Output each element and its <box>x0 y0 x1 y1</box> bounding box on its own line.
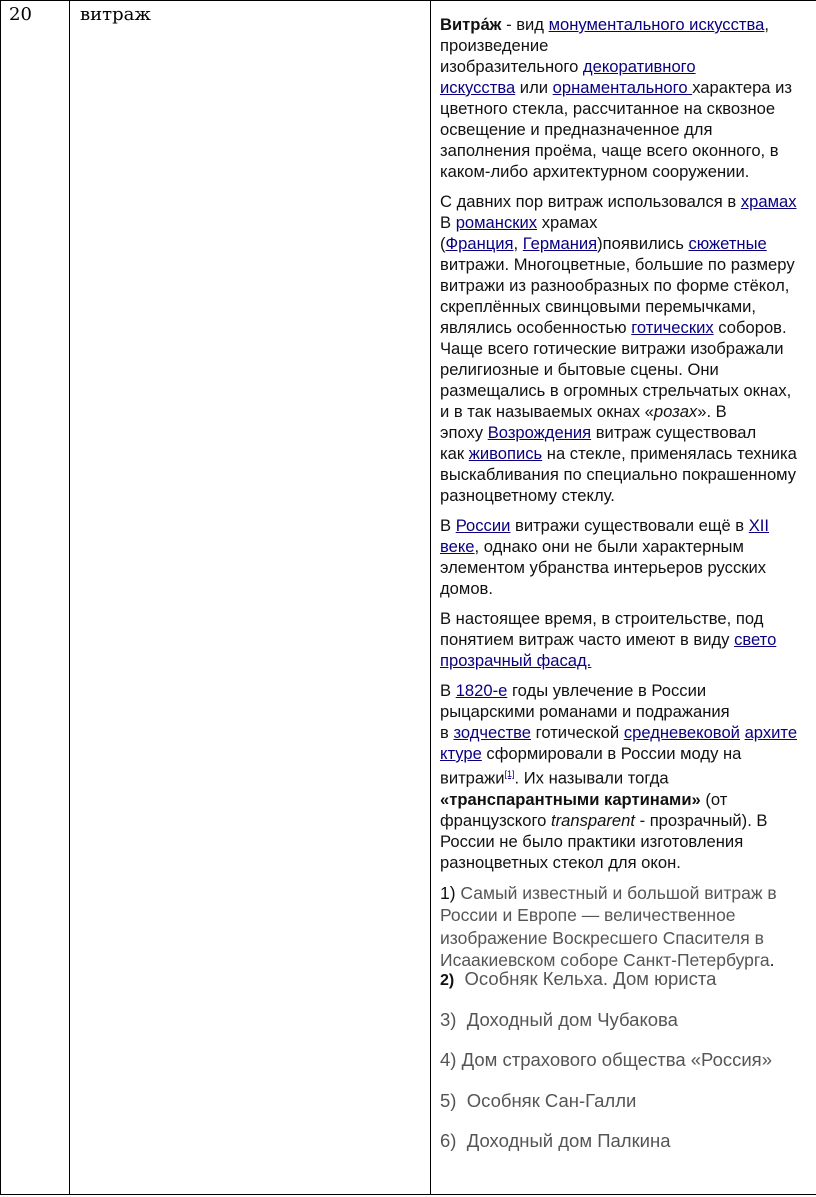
paragraph-isaac: 1) Самый известный и большой витраж в России и Европе — величественное изображение Воскресшего Спасителя в Исаакиевском соборе Санкт-Петербурга. <box>440 882 777 971</box>
row-term: витраж <box>80 4 151 25</box>
link-architecture[interactable]: архите <box>744 723 798 742</box>
list-item: 6) Доходный дом Палкина <box>440 1130 671 1151</box>
list-item: 3) Доходный дом Чубакова <box>440 1009 678 1030</box>
link-architecture-cont[interactable]: ктуре <box>440 744 482 763</box>
link-translucent[interactable]: свето <box>734 630 777 649</box>
row-number: 20 <box>9 4 32 25</box>
link-decorative[interactable]: декоративного <box>582 57 696 76</box>
table-bottom-border <box>0 1194 816 1195</box>
column-divider-2 <box>430 0 431 1195</box>
link-art[interactable]: искусства <box>440 78 516 97</box>
link-germany[interactable]: Германия <box>522 234 598 253</box>
link-medieval[interactable]: средневековой <box>623 723 740 742</box>
paragraph-russia: В России витражи существовали ещё в XII веке, однако они не были характерным элементом убранства интерьеров русских домов. <box>440 516 770 598</box>
link-architecture-craft[interactable]: зодчестве <box>453 723 532 742</box>
table-left-border <box>0 0 1 1195</box>
link-gothic[interactable]: готических <box>631 318 714 337</box>
link-ornamental[interactable]: орнаментального <box>552 78 693 97</box>
link-romanesque[interactable]: романских <box>455 213 538 232</box>
link-facade[interactable]: прозрачный фасад. <box>440 651 592 670</box>
link-renaissance[interactable]: Возрождения <box>487 423 592 442</box>
paragraph-1820s: В 1820-е годы увлечение в России рыцарскими романами и подражания в зодчестве готической средневековой архите ктуре сформировали в России моду на витражи[1]. Их называли тогда «транспарантными картинами» (от французского transparent - прозрачный). В России не было практики изготовления разноцветных стекол для окон. <box>440 681 798 872</box>
paragraph-definition: Витра́ж - вид монументального искусства, произведение изобразительного декоративного искусства или орнаментального характера из цветного стекла, рассчитанное на сквозное освещение и предназначенное для заполнения проёма, чаще всего оконного, в каком-либо архитектурном сооружении. <box>440 15 793 181</box>
list-item: 2) Особняк Кельха. Дом юриста <box>440 968 717 989</box>
table-top-border <box>0 0 816 1</box>
link-1820s[interactable]: 1820-е <box>455 681 508 700</box>
list-item: 5) Особняк Сан-Галли <box>440 1090 637 1111</box>
link-monumental-art[interactable]: монументального искусства <box>548 15 765 34</box>
link-painting[interactable]: живопись <box>468 444 543 463</box>
link-xii[interactable]: XII <box>748 516 770 535</box>
paragraph-history: С давних пор витраж использовался в храмах В романских храмах (Франция, Германия)появились сюжетные витражи. Многоцветные, большие по размеру витражи из разнообразных по форме стёкол, скреплённых свинцовыми перемычками, являлись особенностью готических соборов. Чаще всего готические витражи изображали религиозные и бытовые сцены. Они размещались в огромных стрельчатых окнах, и в так называемых окнах «розах». В эпоху Возрождения витраж существовал как живопись на стекле, применялась техника выскабливания по специально покрашенному разноцветному стеклу. <box>440 192 797 505</box>
column-divider-1 <box>69 0 70 1195</box>
link-temples[interactable]: храмах <box>740 192 797 211</box>
link-france[interactable]: Франция <box>445 234 514 253</box>
footnote-link[interactable]: [1] <box>504 769 515 779</box>
link-narrative[interactable]: сюжетные <box>688 234 767 253</box>
paragraph-modern: В настоящее время, в строительстве, под понятием витраж часто имеют в виду свето прозрачный фасад. <box>440 609 777 670</box>
link-century[interactable]: веке <box>440 537 475 556</box>
term-title: Витра́ж <box>440 15 502 34</box>
list-item: 4) Дом страхового общества «Россия» <box>440 1049 772 1070</box>
definition-cell <box>440 14 816 981</box>
link-russia[interactable]: России <box>455 516 511 535</box>
